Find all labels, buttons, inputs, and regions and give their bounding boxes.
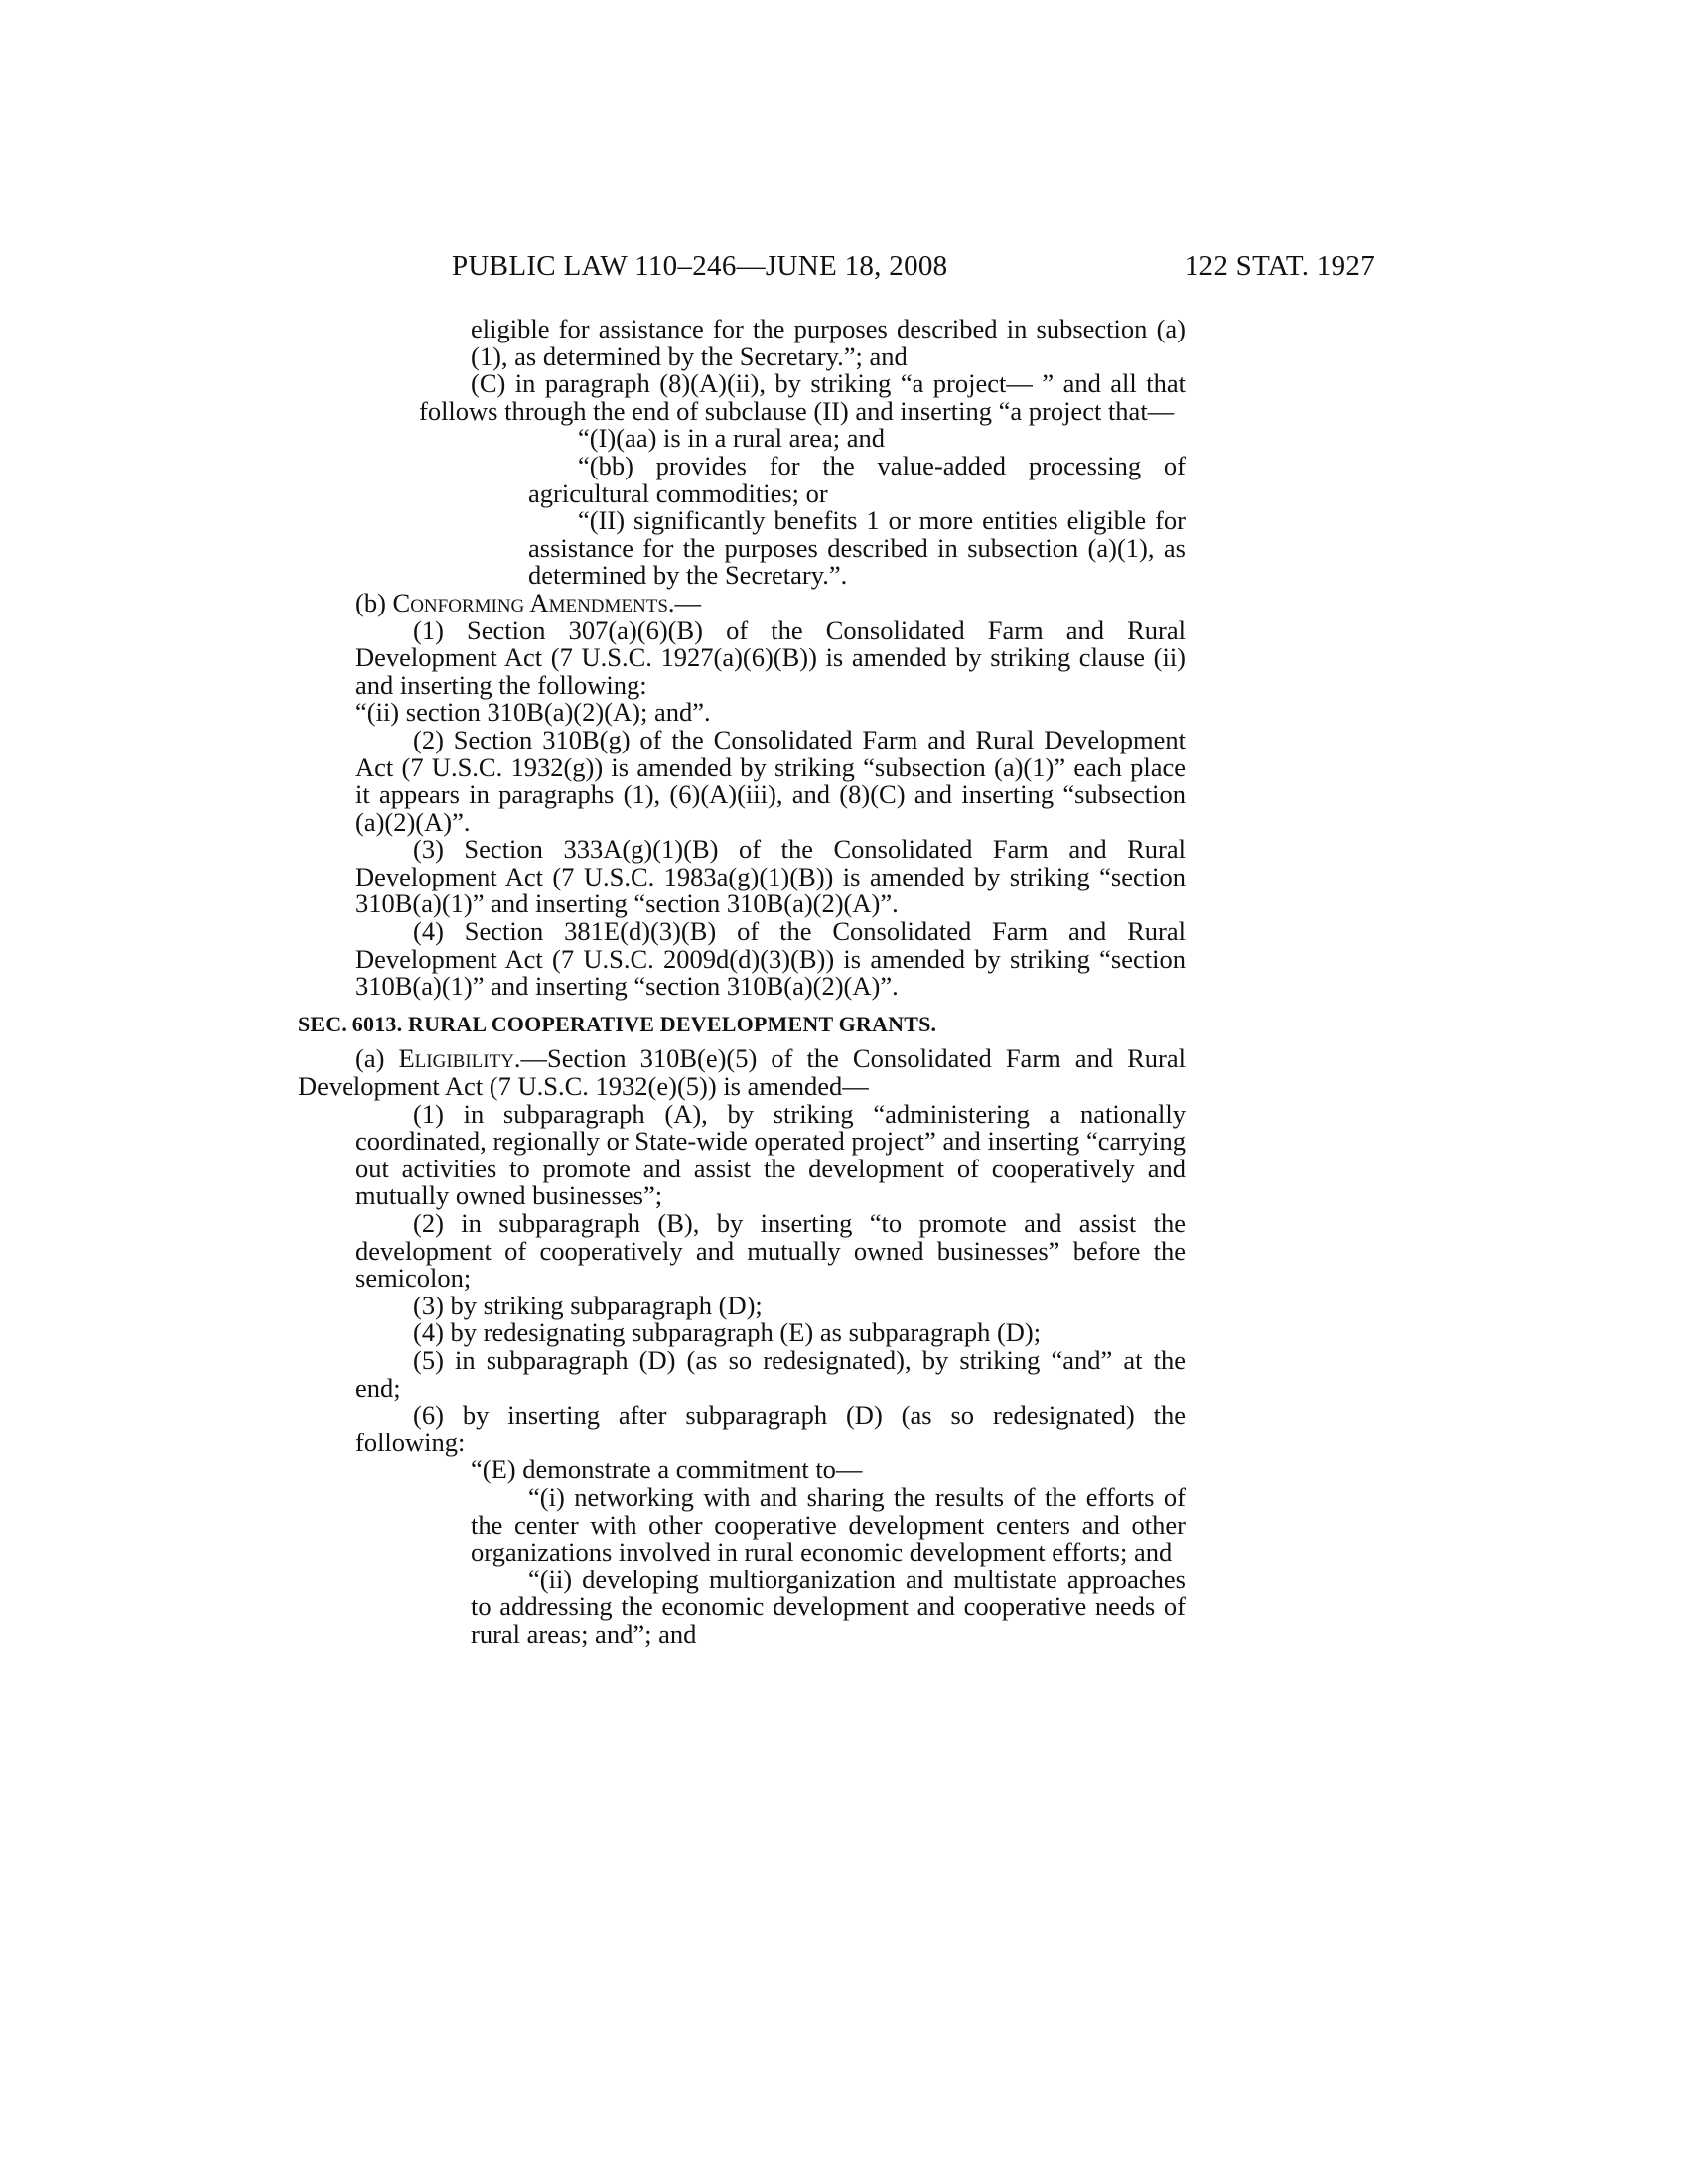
paragraph: (3) by striking subparagraph (D);	[413, 1290, 763, 1320]
subsection-label: (b)	[355, 587, 386, 617]
running-header	[452, 250, 1375, 290]
subsection-heading	[298, 1045, 1186, 1100]
paragraph: “(E) demonstrate a commitment to—	[471, 1454, 863, 1485]
paragraph: “(II) significantly benefits 1 or more entities eligible for assistance for the purposes described in subsection (a)(1), as determined by the Secretary.”.	[528, 505, 1186, 591]
subsection-caption: Eligibility	[398, 1043, 514, 1074]
paragraph: (5) in subparagraph (D) (as so redesignated), by striking “and” at the end;	[355, 1344, 1186, 1403]
paragraph: (6) by inserting after subparagraph (D) (as so redesignated) the following:	[355, 1400, 1186, 1457]
paragraph: “(i) networking with and sharing the results of the efforts of the center with other cooperative development centers and other organizations involved in rural economic development efforts; and	[471, 1481, 1186, 1568]
paragraph: (1) Section 307(a)(6)(B) of the Consolidated Farm and Rural Development Act (7 U.S.C. 1927(a)(6)(B)) is amended by striking clause (ii) and inserting the following:	[355, 614, 1186, 700]
paragraph: “(ii) developing multiorganization and multistate approaches to addressing the economic development and cooperative needs of rural areas; and”; and	[471, 1564, 1186, 1649]
paragraph: “(bb) provides for the value-added processing of agricultural commodities; or	[528, 450, 1186, 508]
paragraph: (2) in subparagraph (B), by inserting “to promote and assist the development of cooperatively and mutually owned businesses” before the semicolon;	[355, 1208, 1186, 1294]
paragraph: (3) Section 333A(g)(1)(B) of the Consolidated Farm and Rural Development Act (7 U.S.C. 1983a(g)(1)(B)) is amended by striking “section 310B(a)(1)” and inserting “section 310B(a)(2)(A)”.	[355, 834, 1186, 919]
paragraph: (2) Section 310B(g) of the Consolidated Farm and Rural Development Act (7 U.S.C. 1932(g)) is amended by striking “subsection (a)(1)” each place it appears in paragraphs (1), (6)(A)(iii), and (8)(C) and inserting “subsection (a)(2)(A)”.	[355, 724, 1186, 837]
paragraph: (1) in subparagraph (A), by striking “administering a nationally coordinated, regionally or State-wide operated project” and inserting “carrying out activities to promote and assist the development of cooperatively and mutually owned businesses”;	[355, 1098, 1186, 1211]
subsection-text: .—Section 310B(e)(5) of the Consolidated Farm and Rural Development Act (7 U.S.C. 1932(e)(5)) is amended—	[298, 1043, 1186, 1102]
law-citation: PUBLIC LAW 110–246—JUNE 18, 2008	[452, 250, 948, 282]
paragraph: (C) in paragraph (8)(A)(ii), by striking “a project— ” and all that follows through the end of subclause (II) and inserting “a project that—	[419, 368, 1186, 426]
paragraph: eligible for assistance for the purposes described in subsection (a)(1), as determined by the Secretary.”; and	[471, 314, 1186, 371]
paragraph: “(I)(aa) is in a rural area; and	[578, 423, 885, 454]
paragraph: “(ii) section 310B(a)(2)(A); and”.	[355, 697, 711, 728]
subsection-label: (a)	[355, 1043, 385, 1074]
document-body	[298, 316, 1186, 1649]
section-heading: SEC. 6013. RURAL COOPERATIVE DEVELOPMENT GRANTS.	[298, 1011, 937, 1036]
subsection-heading	[298, 587, 1186, 617]
subsection-dash: .—	[667, 587, 702, 617]
stat-page-number: 122 STAT. 1927	[1184, 250, 1375, 282]
subsection-caption: Conforming Amendments	[392, 587, 668, 617]
paragraph: (4) Section 381E(d)(3)(B) of the Consolidated Farm and Rural Development Act (7 U.S.C. 2009d(d)(3)(B)) is amended by striking “section 310B(a)(1)” and inserting “section 310B(a)(2)(A)”.	[355, 916, 1186, 1002]
paragraph: (4) by redesignating subparagraph (E) as subparagraph (D);	[413, 1317, 1042, 1348]
